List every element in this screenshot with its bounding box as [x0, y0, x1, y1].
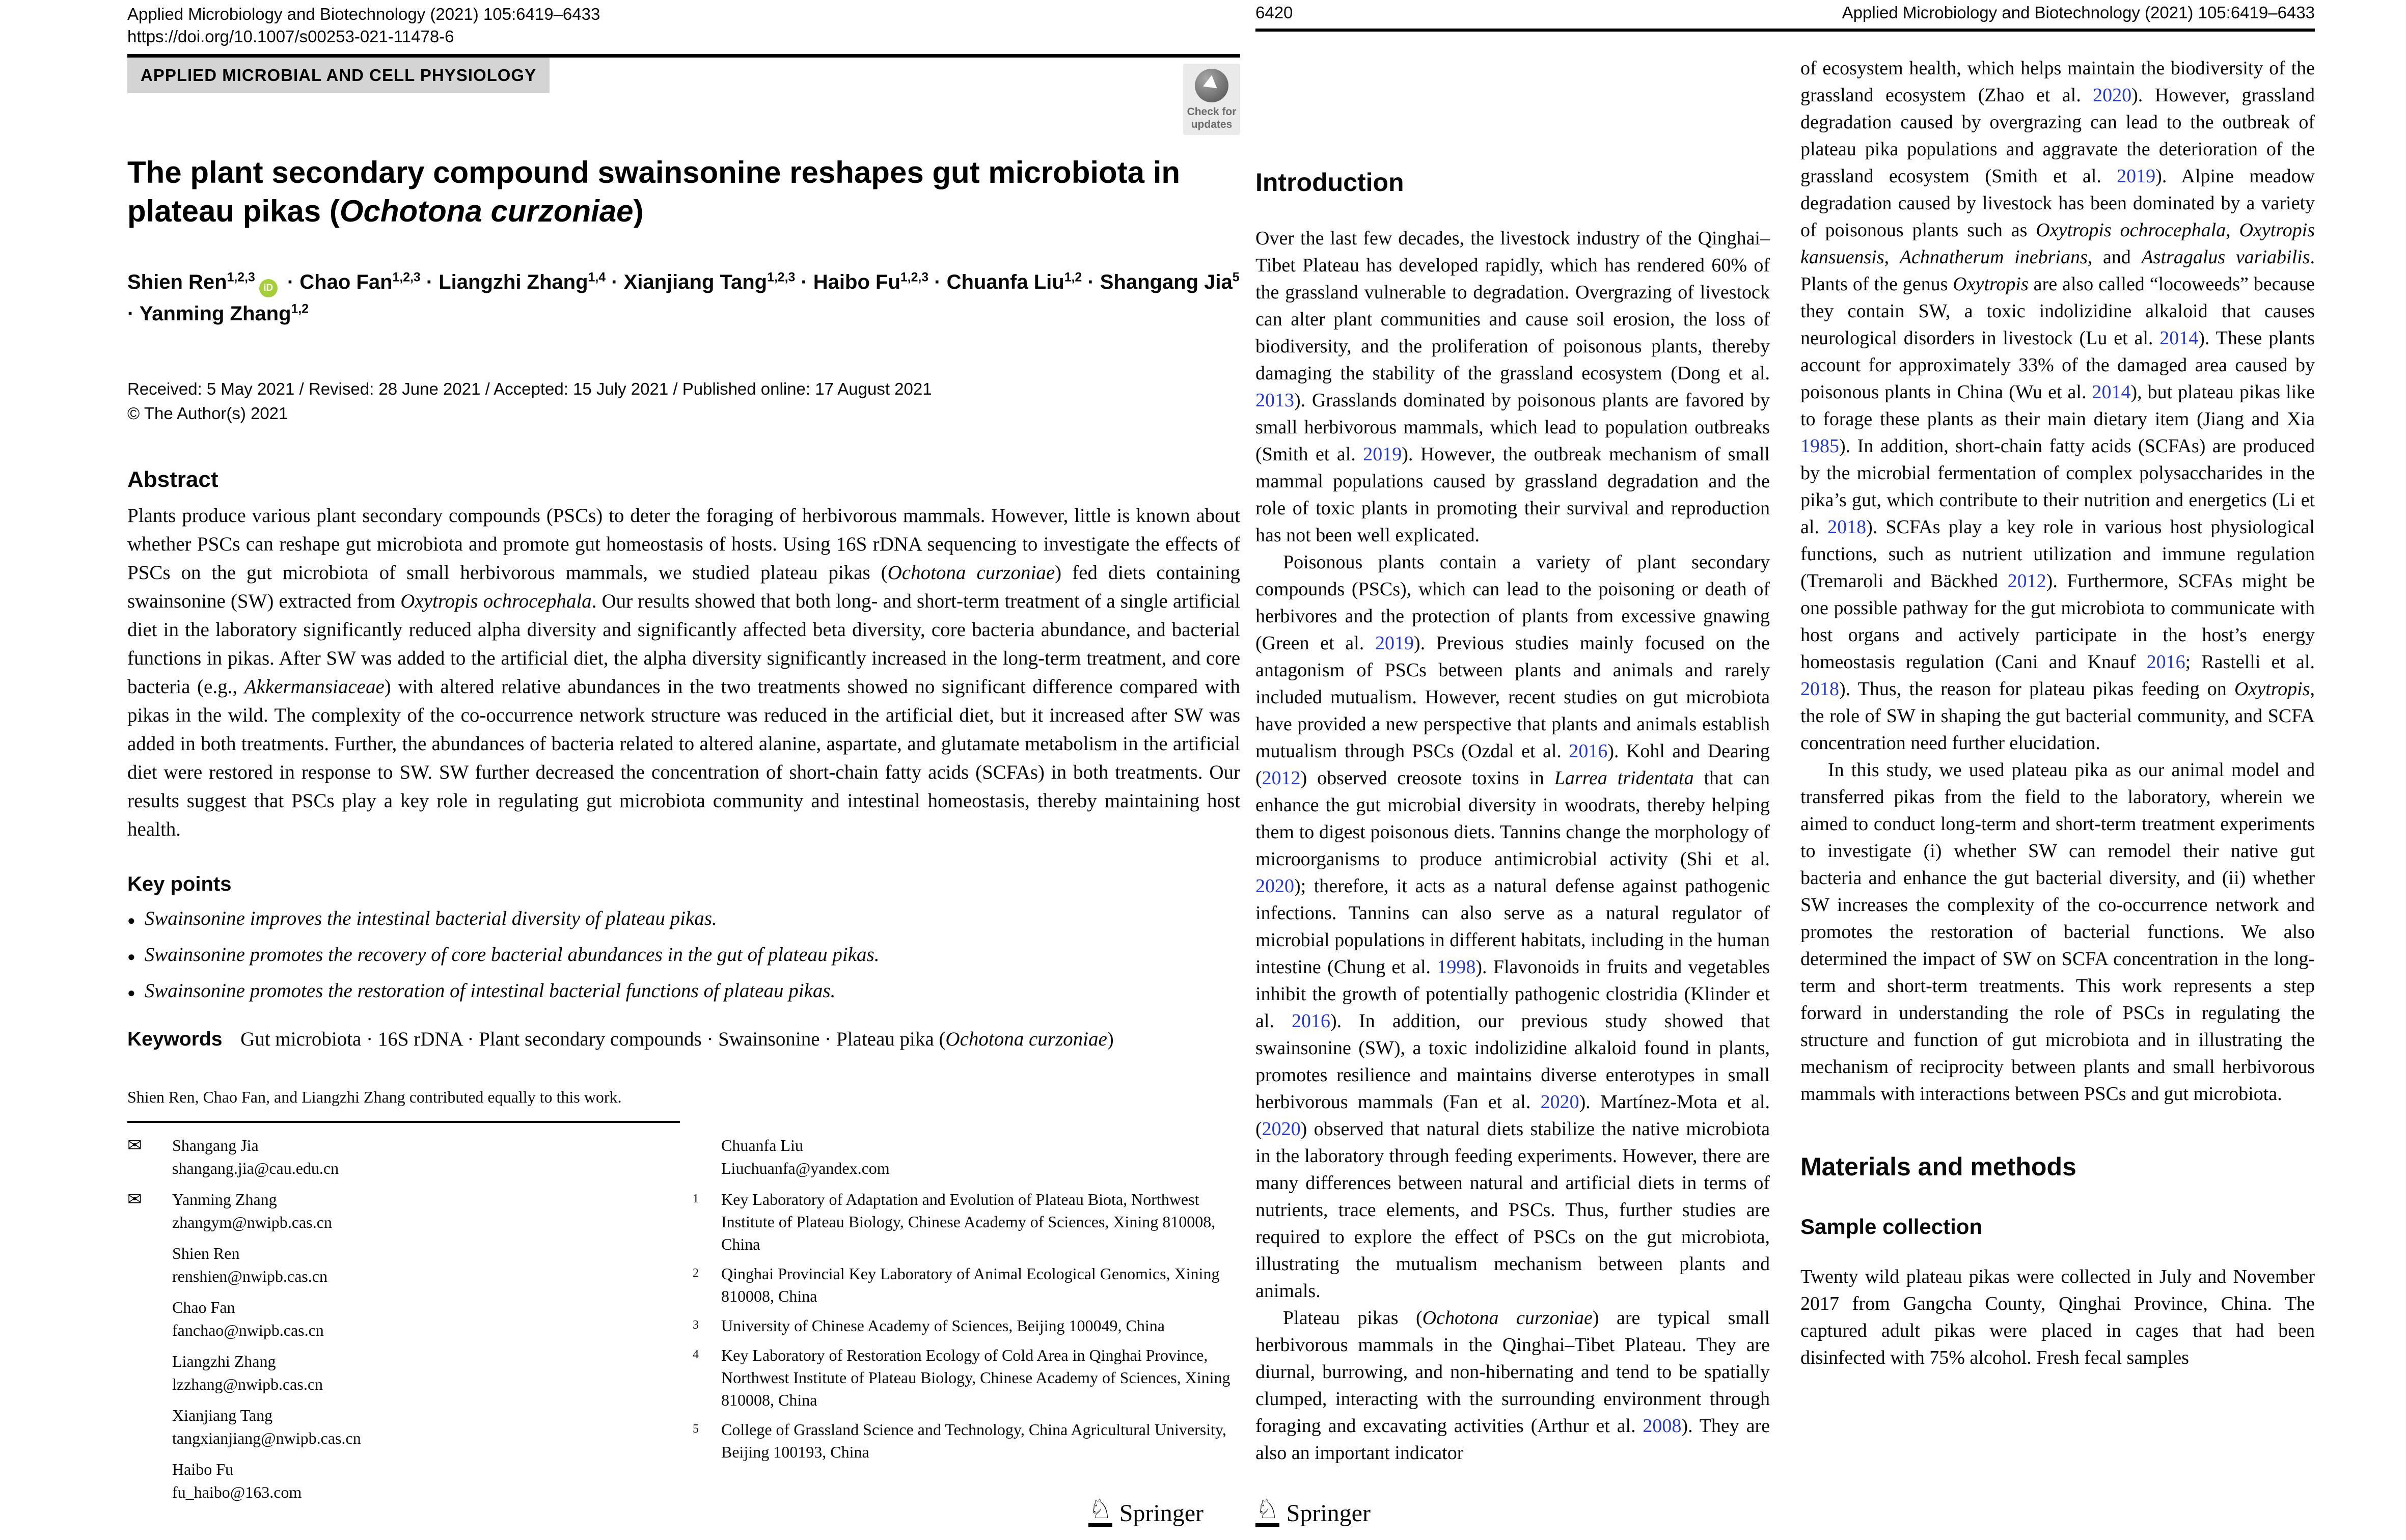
paragraph	[1255, 549, 1770, 1305]
text-segment: 5	[1232, 270, 1240, 285]
text-segment: ) observed that natural diets stabilize the native microbiota in the laboratory through feeding experiments. However, there are many differences between natural and artificial diets in terms of nutrients, trace elements, and PSCs. Thus, further studies are required to explore the effect of PSCs on the gut microbiota, illustrating the mutualism mechanism between plants and animals.	[1255, 1118, 1770, 1302]
text-segment: Shangang Jia	[1100, 271, 1233, 293]
springer-wordmark: Springer	[1119, 1500, 1204, 1527]
text-segment: Over the last few decades, the livestock industry of the Qinghai–Tibet Plateau has developed rapidly, which has rendered 60% of the grassland vulnerable to degradation. Overgrazing of livestock can alter plant communities and cause soil erosion, the loss of biodiversity, and the proliferation of poisonous plants, thereby damaging the stability of the grassland ecosystem (Dong et al.	[1255, 228, 1770, 384]
paragraph	[1255, 225, 1770, 549]
journal-title: Applied Microbiology and Biotechnology (2021) 105:6419–6433	[127, 5, 600, 23]
text-segment: ); therefore, it acts as a natural defense against pathogenic infections. Tannins can also serve as a natural regulator of microbial populations in different habitats, including in the human intestine (Chung et al.	[1255, 875, 1770, 978]
affiliations-column	[693, 1134, 1240, 1512]
sample-collection-heading: Sample collection	[1800, 1215, 1983, 1239]
affiliation-item	[693, 1314, 1240, 1337]
citation-link[interactable]: 2016	[1569, 740, 1608, 762]
text-segment: ·	[1082, 271, 1100, 293]
abstract-text	[127, 502, 1240, 844]
keywords-label: Keywords	[127, 1028, 223, 1050]
correspondence-entry	[127, 1188, 657, 1234]
paragraph	[1800, 1263, 2315, 1371]
envelope-icon: ✉	[127, 1189, 142, 1209]
affiliation-item	[693, 1188, 1240, 1255]
affiliation-text: Qinghai Provincial Key Laboratory of Animal Ecological Genomics, Xining 810008, China	[721, 1264, 1220, 1305]
text-segment: Oxytropis ochrocephala	[400, 590, 592, 612]
text-segment: ·	[127, 302, 140, 325]
footnote-columns	[127, 1134, 1240, 1512]
keywords-line	[127, 1027, 1240, 1052]
copyright-line: © The Author(s) 2021	[127, 404, 288, 423]
journal-title: Applied Microbiology and Biotechnology (2021) 105:6419–6433	[1842, 3, 2315, 22]
keypoints-heading: Key points	[127, 873, 232, 895]
text-segment: 1,2,3	[227, 270, 255, 285]
affiliation-item	[693, 1262, 1240, 1307]
text-segment: Larrea tridentata	[1554, 767, 1694, 789]
keypoint-item	[127, 907, 1240, 932]
text-segment: 1,2	[291, 302, 309, 316]
text-segment: Ochotona curzoniae	[339, 194, 634, 228]
left-column	[1255, 55, 1770, 1467]
keypoint-text: Swainsonine promotes the recovery of core bacterial abundances in the gut of plateau pikas.	[144, 944, 880, 966]
text-segment: Plateau pikas (	[1283, 1307, 1423, 1329]
text-segment: ). They are also an important indicator	[1255, 1415, 1770, 1464]
page-2	[1255, 0, 2315, 1540]
article-title	[127, 153, 1240, 231]
text-segment: ). Furthermore, SCFAs might be one possible pathway for the gut microbiota to communicate with host organs and actively participate in the host’s energy homeostasis regulation (Cani and Knauf	[1800, 570, 2315, 673]
author-email[interactable]: fu_haibo@163.com	[172, 1483, 302, 1501]
envelope-icon: ✉	[127, 1135, 142, 1156]
text-segment: Ochotona curzoniae	[887, 562, 1055, 584]
text-segment: Oxytropis kansuensis	[1800, 219, 2315, 268]
dates-line: Received: 5 May 2021 / Revised: 28 June 2021 / Accepted: 15 July 2021 / Published online: 17 August 2021	[127, 379, 932, 398]
text-segment: 1,2,3	[900, 270, 929, 285]
text-segment: that can enhance the gut microbial diversity in woodrats, thereby helping them to digest poisonous diets. Tannins change the morphology of microorganisms to produce antimicrobial activity (Shi et al.	[1255, 767, 1770, 870]
introduction-heading: Introduction	[1255, 168, 1404, 197]
text-segment: ) with altered relative abundances in the two treatments showed no significant difference compared with pikas in the wild. The complexity of the co-occurrence network structure was reduced in the artificial diet, but it increased after SW was added in both treatments. Further, the abundances of bacteria related to altered alanine, aspartate, and glutamate metabolism in the artificial diet were restored in response to SW. SW further decreased the concentration of short-chain fatty acids (SCFAs) in both treatments. Our results suggest that PSCs play a key role in regulating gut microbiota community and intestinal homeostasis, thereby maintaining host health.	[127, 676, 1240, 840]
text-segment: . Our results showed that both long- and short-term treatment of a single artificial diet in the laboratory significantly reduced alpha diversity and significantly affected beta diversity, core bacteria abundance, and bacterial functions in pikas. After SW was added to the artificial diet, the alpha diversity significantly increased in the long-term treatment, and core bacteria (e.g.,	[127, 590, 1241, 698]
citation-link[interactable]: 2020	[1540, 1091, 1579, 1113]
correspondence-entry	[693, 1134, 1240, 1180]
correspondence-entry	[127, 1242, 657, 1288]
text-segment: ). In addition, short-chain fatty acids (SCFAs) are produced by the microbial fermentation of complex polysaccharides in the pika’s gut, which contribute to their nutrition and energetics (Li et al.	[1800, 435, 2315, 538]
author-name: Shien Ren	[172, 1244, 240, 1262]
text-segment: ) observed creosote toxins in	[1300, 767, 1554, 789]
correspondence-entry	[127, 1404, 657, 1450]
text-segment: )	[1107, 1028, 1114, 1050]
check-for-updates-icon	[1195, 69, 1228, 102]
citation-link[interactable]: 2020	[1262, 1118, 1301, 1140]
text-segment: 1,4	[588, 270, 606, 285]
header-rule	[127, 54, 1240, 58]
text-segment: . Plants of the genus	[1800, 246, 2315, 295]
affiliation-text: Key Laboratory of Restoration Ecology of Cold Area in Qinghai Province, Northwest Institute of Plateau Biology, Chinese Academy of Sciences, Xining 810008, China	[721, 1346, 1231, 1409]
right-column	[1800, 55, 2315, 1467]
author-email[interactable]: renshien@nwipb.cas.cn	[172, 1267, 327, 1285]
text-segment: ·	[420, 271, 439, 293]
correspondence-entry	[127, 1458, 657, 1504]
correspondence-column	[127, 1134, 657, 1512]
text-segment: Oxytropis	[1953, 273, 2029, 295]
equal-contribution-note: Shien Ren, Chao Fan, and Liangzhi Zhang contributed equally to this work.	[127, 1088, 622, 1106]
text-segment: )	[633, 194, 644, 228]
springer-knight-icon: ♘	[1255, 1496, 1279, 1527]
author-name: Xianjiang Tang	[172, 1406, 273, 1424]
citation-link[interactable]: 2019	[1363, 444, 1402, 465]
text-segment: ). SCFAs play a key role in various host physiological functions, such as nutrient utilization and immune regulation (Tremaroli and Bäckhed	[1800, 516, 2315, 592]
text-segment: Ochotona curzoniae	[1422, 1307, 1593, 1329]
page-1	[127, 0, 1240, 1540]
author-email[interactable]: tangxianjiang@nwipb.cas.cn	[172, 1429, 361, 1447]
keypoint-text: Swainsonine improves the intestinal bacterial diversity of plateau pikas.	[144, 908, 717, 929]
author-name: Shangang Jia	[172, 1136, 259, 1154]
abstract-heading: Abstract	[127, 467, 218, 492]
text-segment: Chao Fan	[299, 271, 393, 293]
bullet-icon: ●	[127, 913, 135, 928]
correspondence-entry	[127, 1350, 657, 1396]
text-segment: Haibo Fu	[813, 271, 900, 293]
text-segment: ,	[2226, 219, 2239, 241]
author-email[interactable]: lzzhang@nwipb.cas.cn	[172, 1375, 323, 1393]
check-arrow-icon	[1203, 75, 1221, 94]
text-segment: ). Thus, the reason for plateau pikas feeding on	[1839, 678, 2235, 700]
author-name: Haibo Fu	[172, 1460, 233, 1478]
text-segment: ) are typical small herbivorous mammals in the Qinghai–Tibet Plateau. They are diurnal, burrowing, and non-hibernating and tend to be spatially clumped, interacting with the surrounding environment through foraging and excavating activities (Arthur et al.	[1255, 1307, 1770, 1437]
text-segment: ·	[928, 271, 947, 293]
citation-link[interactable]: 2012	[1262, 767, 1301, 789]
check-for-updates-badge[interactable]	[1183, 64, 1240, 135]
citation-link[interactable]: 2012	[2007, 570, 2046, 592]
citation-link[interactable]: 2008	[1643, 1415, 1682, 1437]
text-segment: Yanming Zhang	[139, 302, 291, 325]
text-segment: , and	[2087, 246, 2142, 268]
text-segment: In this study, we used plateau pika as our animal model and transferred pikas from the field to the laboratory, wherein we aimed to conduct long-term and short-term treatment experiments to investigate (i) whether SW can remodel their native gut bacteria and enhance the gut bacterial diversity, and (ii) whether SW increases the complexity of the co-occurrence network and promotes the restoration of bacterial functions. We also determined the impact of SW on SCFA concentration in the long-term and short-term treatments. This work represents a step forward in understanding the role of PSCs in regulating the structure and function of gut microbiota and in illustrating the mechanism of reciprocity between plants and small herbivorous mammals with interactions between PSCs and gut microbiota.	[1800, 759, 2315, 1105]
affiliation-number: 4	[693, 1348, 699, 1361]
author-email[interactable]: shangang.jia@cau.edu.cn	[172, 1159, 339, 1177]
orcid-icon[interactable]: iD	[259, 279, 278, 297]
citation-link[interactable]: 2013	[1255, 390, 1294, 411]
paragraph	[1255, 1305, 1770, 1467]
banner-row	[127, 58, 1240, 130]
affiliation-text: University of Chinese Academy of Sciences, Beijing 100049, China	[721, 1316, 1165, 1335]
citation-link[interactable]: 1998	[1437, 956, 1476, 978]
affiliation-text: College of Grassland Science and Technology, China Agricultural University, Beijing 100193, China	[721, 1420, 1226, 1461]
materials-methods-heading: Materials and methods	[1800, 1152, 2076, 1181]
text-segment: Liangzhi Zhang	[439, 271, 588, 293]
correspondence-entry	[127, 1134, 657, 1180]
citation-link[interactable]: 2014	[2092, 381, 2131, 403]
citation-link[interactable]: 2019	[1375, 632, 1414, 654]
text-segment: 1,2	[1064, 270, 1082, 285]
citation-link[interactable]: 2020	[1255, 875, 1294, 897]
bullet-icon: ●	[127, 949, 135, 964]
citation-link[interactable]: 2018	[1827, 516, 1867, 538]
page-number: 6420	[1255, 3, 1293, 22]
citation-link[interactable]: 1985	[1800, 435, 1839, 457]
text-segment: of ecosystem health, which helps maintain the biodiversity of the grassland ecosystem (Zhao et al.	[1800, 58, 2315, 106]
text-segment: ·	[795, 271, 813, 293]
paragraph	[1800, 55, 2315, 757]
author-name: Chuanfa Liu	[721, 1136, 803, 1154]
text-segment: ). In addition, our previous study showed that swainsonine (SW), a toxic indolizidine alkaloid found in plants, promotes resilience and maintains diverse enterotypes in small herbivorous mammals (Fan et al.	[1255, 1010, 1770, 1113]
text-segment: ). Grasslands dominated by poisonous plants are favored by small herbivorous mammals, which lead to population outbreaks (Smith et al.	[1255, 390, 1770, 465]
text-segment: ). Alpine meadow degradation caused by livestock has been dominated by a variety of poisonous plants such as	[1800, 166, 2315, 241]
correspondence-entry	[127, 1296, 657, 1342]
text-segment: ). However, the outbreak mechanism of small mammal populations caused by grassland degradation and the role of toxic plants in promoting their survival and reproduction has not been well explicated.	[1255, 444, 1770, 546]
page-header	[1255, 0, 2315, 23]
citation-link[interactable]: 2019	[2117, 166, 2156, 187]
check-updates-label-2: updates	[1191, 119, 1233, 130]
text-segment: ), but plateau pikas like to forage these plants as their main dietary item (Jiang and Xia	[1800, 381, 2315, 430]
author-email[interactable]: zhangym@nwipb.cas.cn	[172, 1213, 332, 1231]
text-segment: Achnatherum inebrians	[1899, 246, 2088, 268]
springer-logo	[1255, 1496, 1371, 1527]
header-rule	[1255, 29, 2315, 32]
keywords-text	[240, 1028, 1114, 1050]
text-segment: 1,2,3	[767, 270, 796, 285]
affiliation-number: 3	[693, 1318, 699, 1332]
text-columns	[1255, 55, 2315, 1467]
text-segment: are also called “locoweeds” because they contain SW, a toxic indolizidine alkaloid that causes neurological disorders in livestock (Lu et al.	[1800, 273, 2315, 349]
text-segment: Plants produce various plant secondary compounds (PSCs) to deter the foraging of herbivorous mammals. However, little is known about whether PSCs can reshape gut microbiota and promote gut homeostasis of hosts. Using 16S rDNA sequencing to investigate the effects of PSCs on the gut microbiota of small herbivorous mammals, we studied plateau pikas (	[127, 505, 1240, 584]
text-segment: Xianjiang Tang	[623, 271, 768, 293]
author-name: Liangzhi Zhang	[172, 1352, 276, 1370]
footnote-rule	[127, 1121, 680, 1123]
keypoint-item	[127, 979, 1240, 1004]
author-email[interactable]: Liuchuanfa@yandex.com	[721, 1159, 890, 1177]
text-segment: ,	[1884, 246, 1900, 268]
keypoint-item	[127, 943, 1240, 968]
text-segment: ·	[606, 271, 624, 293]
text-segment: Gut microbiota · 16S rDNA · Plant secondary compounds · Swainsonine · Plateau pika (	[240, 1028, 946, 1050]
text-segment: ). Kohl and Dearing (	[1255, 740, 1770, 789]
springer-knight-icon: ♘	[1088, 1496, 1112, 1527]
text-segment: 1,2,3	[392, 270, 421, 285]
text-segment: ). However, grassland degradation caused by overgrazing can lead to the outbreak of plateau pika populations and aggravate the deterioration of the grassland ecosystem (Smith et al.	[1800, 85, 2315, 187]
text-segment: Oxytropis ochrocephala	[2036, 219, 2226, 241]
doi-link[interactable]: https://doi.org/10.1007/s00253-021-11478-6	[127, 27, 454, 46]
citation-link[interactable]: 2016	[1291, 1010, 1330, 1032]
text-segment: ·	[281, 271, 300, 293]
text-segment: ). These plants account for approximately 33% of the damaged area caused by poisonous plants in China (Wu et al.	[1800, 327, 2315, 403]
paragraph	[1800, 757, 2315, 1108]
text-segment: Chuanfa Liu	[946, 271, 1064, 293]
text-segment: Ochotona curzoniae	[945, 1028, 1107, 1050]
citation-link[interactable]: 2016	[2146, 651, 2185, 673]
citation-link[interactable]: 2020	[2093, 85, 2132, 106]
affiliation-number: 5	[693, 1422, 699, 1436]
affiliation-text: Key Laboratory of Adaptation and Evolution of Plateau Biota, Northwest Institute of Plateau Biology, Chinese Academy of Sciences, Xining 810008, China	[721, 1190, 1216, 1253]
bullet-icon: ●	[127, 985, 135, 1000]
citation-link[interactable]: 2014	[2159, 327, 2199, 349]
text-segment: Shien Ren	[127, 271, 227, 293]
author-name: Yanming Zhang	[172, 1190, 277, 1208]
affiliation-number: 2	[693, 1267, 699, 1280]
text-segment: ) fed diets containing swainsonine (SW) extracted from	[127, 562, 1240, 612]
check-updates-label-1: Check for	[1187, 106, 1237, 118]
text-segment: ). Flavonoids in fruits and vegetables inhibit the growth of potentially pathogenic clostridia (Klinder et al.	[1255, 956, 1770, 1032]
author-email[interactable]: fanchao@nwipb.cas.cn	[172, 1321, 324, 1339]
page-header	[127, 0, 1240, 48]
text-segment: , the role of SW in shaping the gut bacterial community, and SCFA concentration need further elucidation.	[1800, 678, 2315, 754]
text-segment: The plant secondary compound swainsonine reshapes gut microbiota in plateau pikas (	[127, 155, 1181, 228]
text-segment: Poisonous plants contain a variety of plant secondary compounds (PSCs), which can lead to the poisoning or death of herbivores and the protection of plants from excessive gnawing (Green et al.	[1255, 552, 1770, 654]
text-segment: Twenty wild plateau pikas were collected in July and November 2017 from Gangcha County, Qinghai Province, China. The captured adult pikas were placed in cages that had been disinfected with 75% alcohol. Fresh fecal samples	[1800, 1266, 2315, 1368]
text-segment: Astragalus variabilis	[2141, 246, 2310, 268]
text-segment: ). Martínez-Mota et al. (	[1255, 1091, 1770, 1140]
springer-logo	[1088, 1496, 1204, 1527]
author-name: Chao Fan	[172, 1298, 235, 1316]
text-segment: Oxytropis	[2234, 678, 2310, 700]
authors-line	[127, 266, 1240, 329]
keypoint-text: Swainsonine promotes the restoration of intestinal bacterial functions of plateau pikas.	[144, 980, 836, 1002]
affiliation-number: 1	[693, 1192, 699, 1205]
text-segment: Akkermansiaceae	[244, 676, 385, 698]
section-banner: APPLIED MICROBIAL AND CELL PHYSIOLOGY	[127, 58, 550, 93]
springer-wordmark: Springer	[1286, 1500, 1371, 1527]
affiliation-item	[693, 1344, 1240, 1411]
affiliation-item	[693, 1418, 1240, 1463]
text-segment: ). Previous studies mainly focused on the antagonism of PSCs between plants and animals and rarely included mutualism. However, recent studies on gut microbiota have provided a new perspective that plants and animals establish mutualism through PSCs (Ozdal et al.	[1255, 632, 1770, 762]
text-segment: ; Rastelli et al.	[2185, 651, 2315, 673]
citation-link[interactable]: 2018	[1800, 678, 1839, 700]
